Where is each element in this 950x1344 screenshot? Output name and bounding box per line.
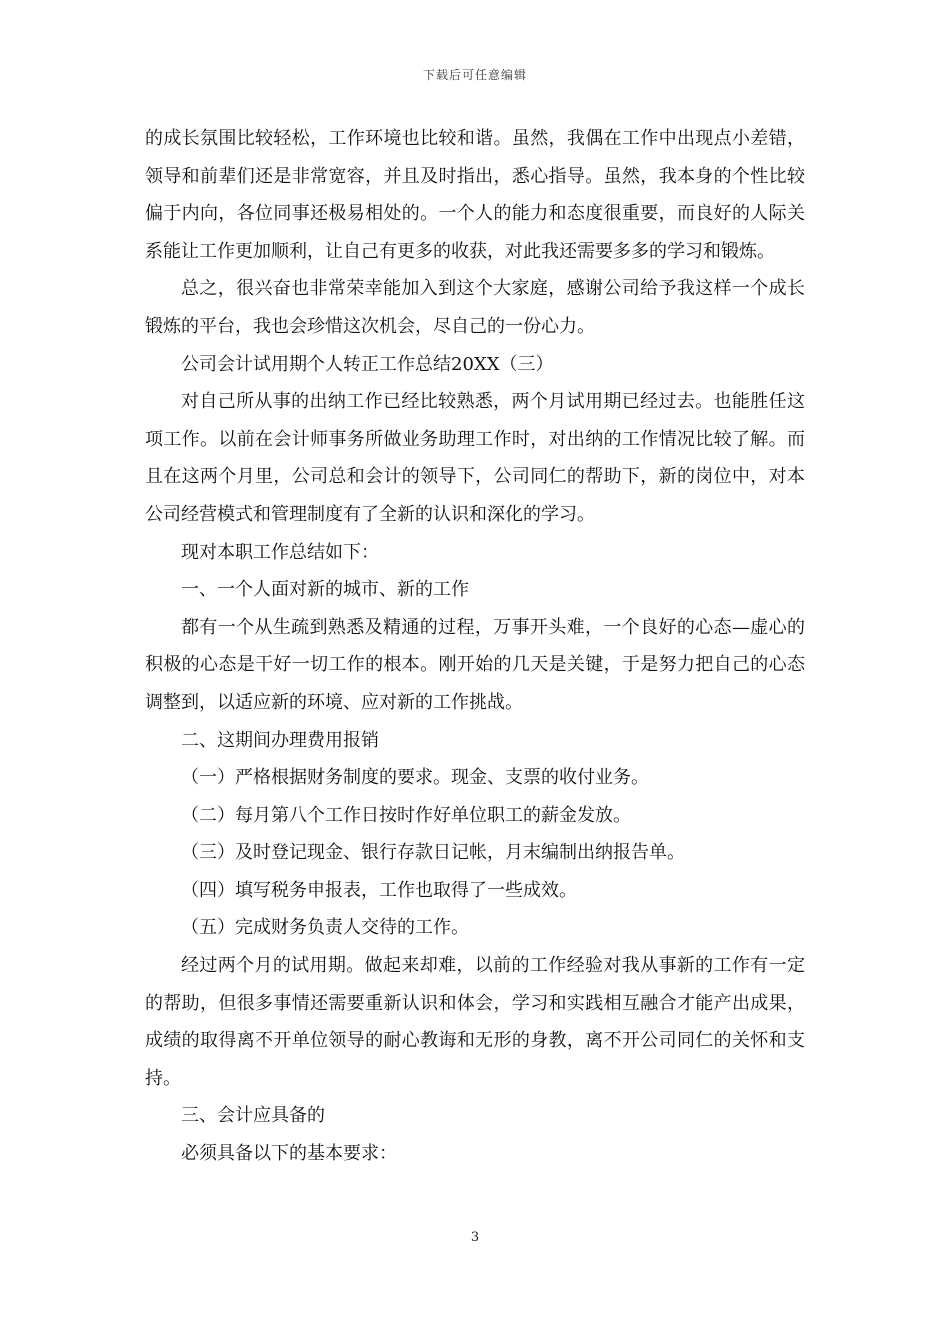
paragraph-continuation: 的成长氛围比较轻松，工作环境也比较和谐。虽然，我偶在工作中出现点小差错，领导和前辈们还是非常宽容，并且及时指出，悉心指导。虽然，我本身的个性比较偏于内向，各位同事还极易相处的。一个人的能力和态度很重要，而良好的人际关系能让工作更加顺利，让自己有更多的收获，对此我还需要多多的学习和锻炼。	[145, 128, 805, 262]
paragraph-intro: 对自己所从事的出纳工作已经比较熟悉，两个月试用期已经过去。也能胜任这项工作。以前在会计师事务所做业务助理工作时，对出纳的工作情况比较了解。而且在这两个月里，公司总和会计的领导下，公司同仁的帮助下，新的岗位中，对本公司经营模式和管理制度有了全新的认识和深化的学习。	[145, 391, 805, 525]
heading-one: 一、一个人面对新的城市、新的工作	[181, 579, 469, 601]
list-item-3: （三）及时登记现金、银行存款日记帐，月末编制出纳报告单。	[181, 842, 685, 864]
list-item-4: （四）填写税务申报表，工作也取得了一些成效。	[181, 879, 577, 901]
paragraph-reflection: 经过两个月的试用期。做起来却难，以前的工作经验对我从事新的工作有一定的帮助，但很多事情还需要重新认识和体会，学习和实践相互融合才能产出成果，成绩的取得离不开单位领导的耐心教诲和无形的身教，离不开公司同仁的关怀和支持。	[145, 955, 805, 1089]
paragraph-mindset: 都有一个从生疏到熟悉及精通的过程，万事开头难，一个良好的心态—虚心的积极的心态是干好一切工作的根本。刚开始的几天是关键，于是努力把自己的心态调整到，以适应新的环境、应对新的工作挑战。	[145, 616, 805, 713]
heading-two: 二、这期间办理费用报销	[181, 729, 379, 751]
paragraph-requirements: 必须具备以下的基本要求：	[181, 1143, 397, 1165]
paragraph-summary-lead: 现对本职工作总结如下：	[181, 541, 379, 563]
list-item-5: （五）完成财务负责人交待的工作。	[181, 917, 469, 939]
list-item-1: （一）严格根据财务制度的要求。现金、支票的收付业务。	[181, 767, 649, 789]
page-header: 下载后可任意编辑	[422, 68, 527, 82]
document-body	[145, 120, 805, 1173]
list-item-2: （二）每月第八个工作日按时作好单位职工的薪金发放。	[181, 804, 631, 826]
paragraph-conclusion: 总之，很兴奋也非常荣幸能加入到这个大家庭，感谢公司给予我这样一个成长锻炼的平台，我也会珍惜这次机会，尽自己的一份心力。	[145, 278, 805, 337]
section-title: 公司会计试用期个人转正工作总结20XX（三）	[181, 353, 554, 375]
page-number: 3	[470, 1230, 480, 1245]
heading-three: 三、会计应具备的	[181, 1105, 325, 1127]
